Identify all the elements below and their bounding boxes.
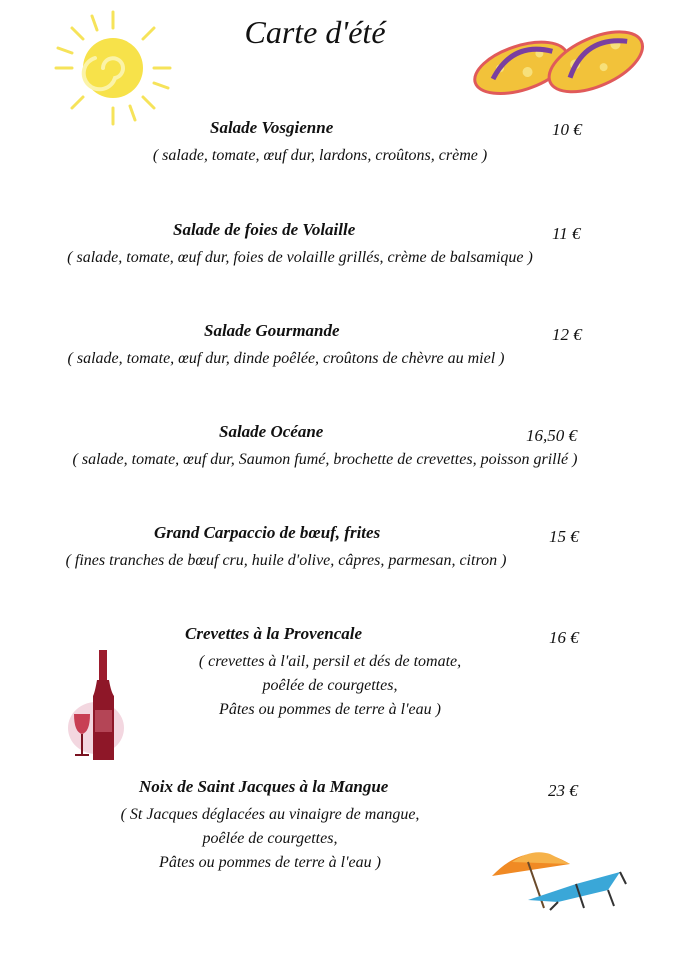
item-name: Grand Carpaccio de bœuf, frites — [154, 523, 381, 542]
item-name: Salade Vosgienne — [210, 118, 334, 137]
beach-chair-icon — [488, 842, 628, 912]
item-name: Salade de foies de Volaille — [173, 220, 356, 239]
item-description: ( salade, tomate, œuf dur, Saumon fumé, brochette de crevettes, poisson grillé ) — [72, 451, 578, 468]
item-price: 15 € — [549, 527, 579, 546]
flip-flops-icon — [470, 10, 650, 110]
item-name: Crevettes à la Provencale — [185, 624, 363, 643]
item-name: Noix de Saint Jacques à la Mangue — [139, 777, 389, 796]
item-price: 16 € — [549, 628, 579, 647]
item-price: 12 € — [552, 325, 582, 344]
item-price: 11 € — [552, 224, 581, 243]
item-price: 10 € — [552, 120, 582, 139]
item-description: ( salade, tomate, œuf dur, foies de volaille grillés, crème de balsamique ) — [67, 249, 533, 266]
item-price: 16,50 € — [526, 426, 577, 445]
wine-bottle-icon — [66, 648, 130, 764]
item-name: Salade Océane — [219, 422, 324, 441]
item-name: Salade Gourmande — [204, 321, 340, 340]
item-description: ( crevettes à l'ail, persil et dés de tomate, poêlée de courgettes, Pâtes ou pommes de terre à l'eau ) — [198, 653, 462, 718]
item-description: ( salade, tomate, œuf dur, dinde poêlée, croûtons de chèvre au miel ) — [67, 350, 505, 367]
page-title: Carte d'été — [244, 14, 386, 50]
item-description: ( salade, tomate, œuf dur, lardons, croûtons, crème ) — [152, 147, 488, 164]
item-price: 23 € — [548, 781, 578, 800]
item-description: ( St Jacques déglacées au vinaigre de mangue, poêlée de courgettes, Pâtes ou pommes de terre à l'eau ) — [120, 806, 420, 871]
item-description: ( fines tranches de bœuf cru, huile d'olive, câpres, parmesan, citron ) — [65, 552, 507, 569]
